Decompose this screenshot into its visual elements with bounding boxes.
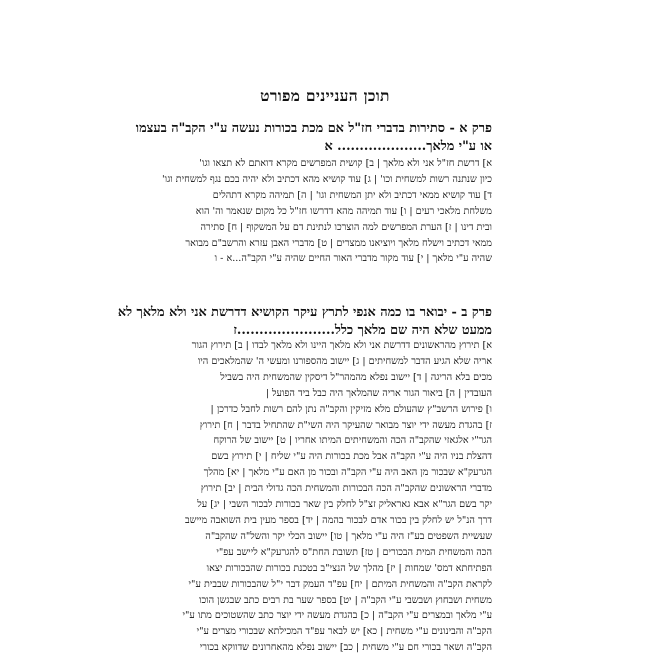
entry-line: משלחת מלאכי רעים | ו] עוד תמיהה מהא דדרשו חז"ל כל מקום שנאמר וה' הוא (195, 205, 492, 217)
entry-line: דהצלת בניו היה ע"י הקב"ה אבל מכת בכורות היה ע"י שליח | י] תירוץ בשם (211, 451, 492, 463)
entry-line: שהיה ע"י מלאך | י] עוד מקור מדברי האור החיים שהיה ע"י הקב"ה...א - ו (214, 253, 492, 265)
entry-line: הגר"י אלגאזי שהקב"ה הכה והמשחיתים המיתו אחריו | ט] יישוב של הרוקח (213, 435, 492, 447)
entry-line: מדברי הראשונים שהקב"ה הכה הבכורות והמשחית הכה גדולי הבית | יב] תירוץ (200, 483, 492, 495)
chapter-1-heading (92, 120, 492, 155)
entry-line: ע"י מלאך ובמצרים ע"י הקב"ה | כ] בהגדת מעשה ידי יוצר כתב שהשטוכים מתו ע"י (182, 610, 492, 622)
entry-line: א] תירוץ מהראשונים דדרשת אני ולא מלאך היינו ולא מלאך לבדו | ב] תירוץ הגור (191, 340, 492, 351)
entry-line: א] דרשת חז"ל אני ולא מלאך | ב] קושית המפרשים מקרא דואתם לא תצאו וגו' (199, 158, 492, 169)
entry-line: מכים בלא הריגה | ד] יישוב נפלא מהמהר"ל דיסקין שהמשחית היה בשביל (220, 371, 492, 383)
chapter-1-entries (102, 156, 492, 267)
entry-line: ז] בהגדת מעשה ידי יוצר מבואר שהעיקר היה השי"ת שהתחיל בדבר | ח] תירוץ (199, 419, 492, 431)
entry-line: הקב"ה ושאר בכורי חם ע"י משחית | כב] יישוב נפלא מהאחרונים שדווקא בכורי (199, 642, 492, 654)
entry-line: העובדין | ה] ביאור הגור אריה שהמלאך היה כבל ביד הפועל | (265, 387, 492, 399)
entry-line: משחית ושבחוץ ושבשבי ע"י הקב"ה | יט] בספר שער בת רבים כתב שבגשן הוכו (199, 594, 492, 606)
entry-line: הכה והמשחית המית הבכורים | טז] תשובת החת"ס להגרעק"א ליישב עפ"י (216, 546, 492, 558)
entry-line: דרך הנ"ל יש לחלק בין בכור אדם לבכור בהמה | יד] בספר מעין בית השואבה מיישב (185, 514, 492, 526)
entry-line: הפתיחתא דמס' שמחות | יז] מהלך של הנצי"ב בטכנת בכורות שהבכורות יצאו (206, 562, 492, 574)
entry-line: ובית דינו | ז] הערת המפרשים למה הוצרכו לנתינת דם על המשקוף | ח] סתירה (200, 221, 492, 233)
entry-line: הגרעק"א שבכור מן האב היה ע"י הקב"ה ובכור מן האם ע"י מלאך | יא] מהלך (203, 467, 492, 479)
chapter-1-heading-line-2: או ע"י מלאך.................... א (324, 138, 492, 154)
chapter-1-heading-line-1: פרק א - סתירות בדברי חז"ל אם מכת בכורות נעשה ע"י הקב"ה בעצמו (135, 121, 492, 136)
entry-line: כיון שנתנה רשות למשחית וכו' | ג] עוד קושיא מהא דכתיב ולא יהיה בכם נגף למשחית וגו' (162, 173, 492, 185)
chapter-2-heading (92, 304, 492, 339)
entry-line: ד] עוד קושיא ממאי דכתיב ולא יתן המשחית וגו' | ה] תמיהה מקרא דתהלים (212, 189, 492, 201)
entry-line: ממאי דכתיב וישלח מלאך ויוציאנו ממצרים | ט] מדברי האבן עזרא והרשב"ם מבואר (185, 237, 492, 249)
entry-line: שעשיית השפטים בע"ז היה ע"י מלאך | טו] יישוב הכלי יקר והשל"ה שהקב"ה (205, 530, 492, 542)
chapter-2-heading-line-1: פרק ב - יבואר בו כמה אנפי לתרץ עיקר הקושיא דדרשת אני ולא מלאך לא (117, 305, 492, 320)
chapter-2-entries (102, 338, 492, 656)
entry-line: לקראת הקב"ה והמשחית המיתם | יח] עפ"ד העמק דבר י"ל שהבכורות שבבית ע"י (188, 578, 492, 590)
entry-line: יקר בשם הגר"א אבא גאראליק זצ"ל לחלק בין שאר בכורות לבכור השבי | יג] על (197, 499, 492, 511)
entry-line: הקב"ה והבינונים ע"י משחית | כא] יש לבאר עפ"ד המכילתא שבכורי מצרים ע"י (196, 626, 492, 638)
page-title: תוכן העניינים מפורט (260, 86, 390, 105)
entry-line: ו] פירוש הרשב"ץ שהעולם מלא מזיקין והקב"ה נתן להם רשות לחבל כדרכן | (210, 403, 492, 415)
entry-line: אריה שלא הגיע הדבר למשחיתים | ג] יישוב מהספורנו ומעשי ה' שהמלאכים היו (197, 355, 492, 367)
chapter-2-heading-line-2: ממעט שלא היה שם מלאך כלל......................ז (233, 322, 492, 338)
